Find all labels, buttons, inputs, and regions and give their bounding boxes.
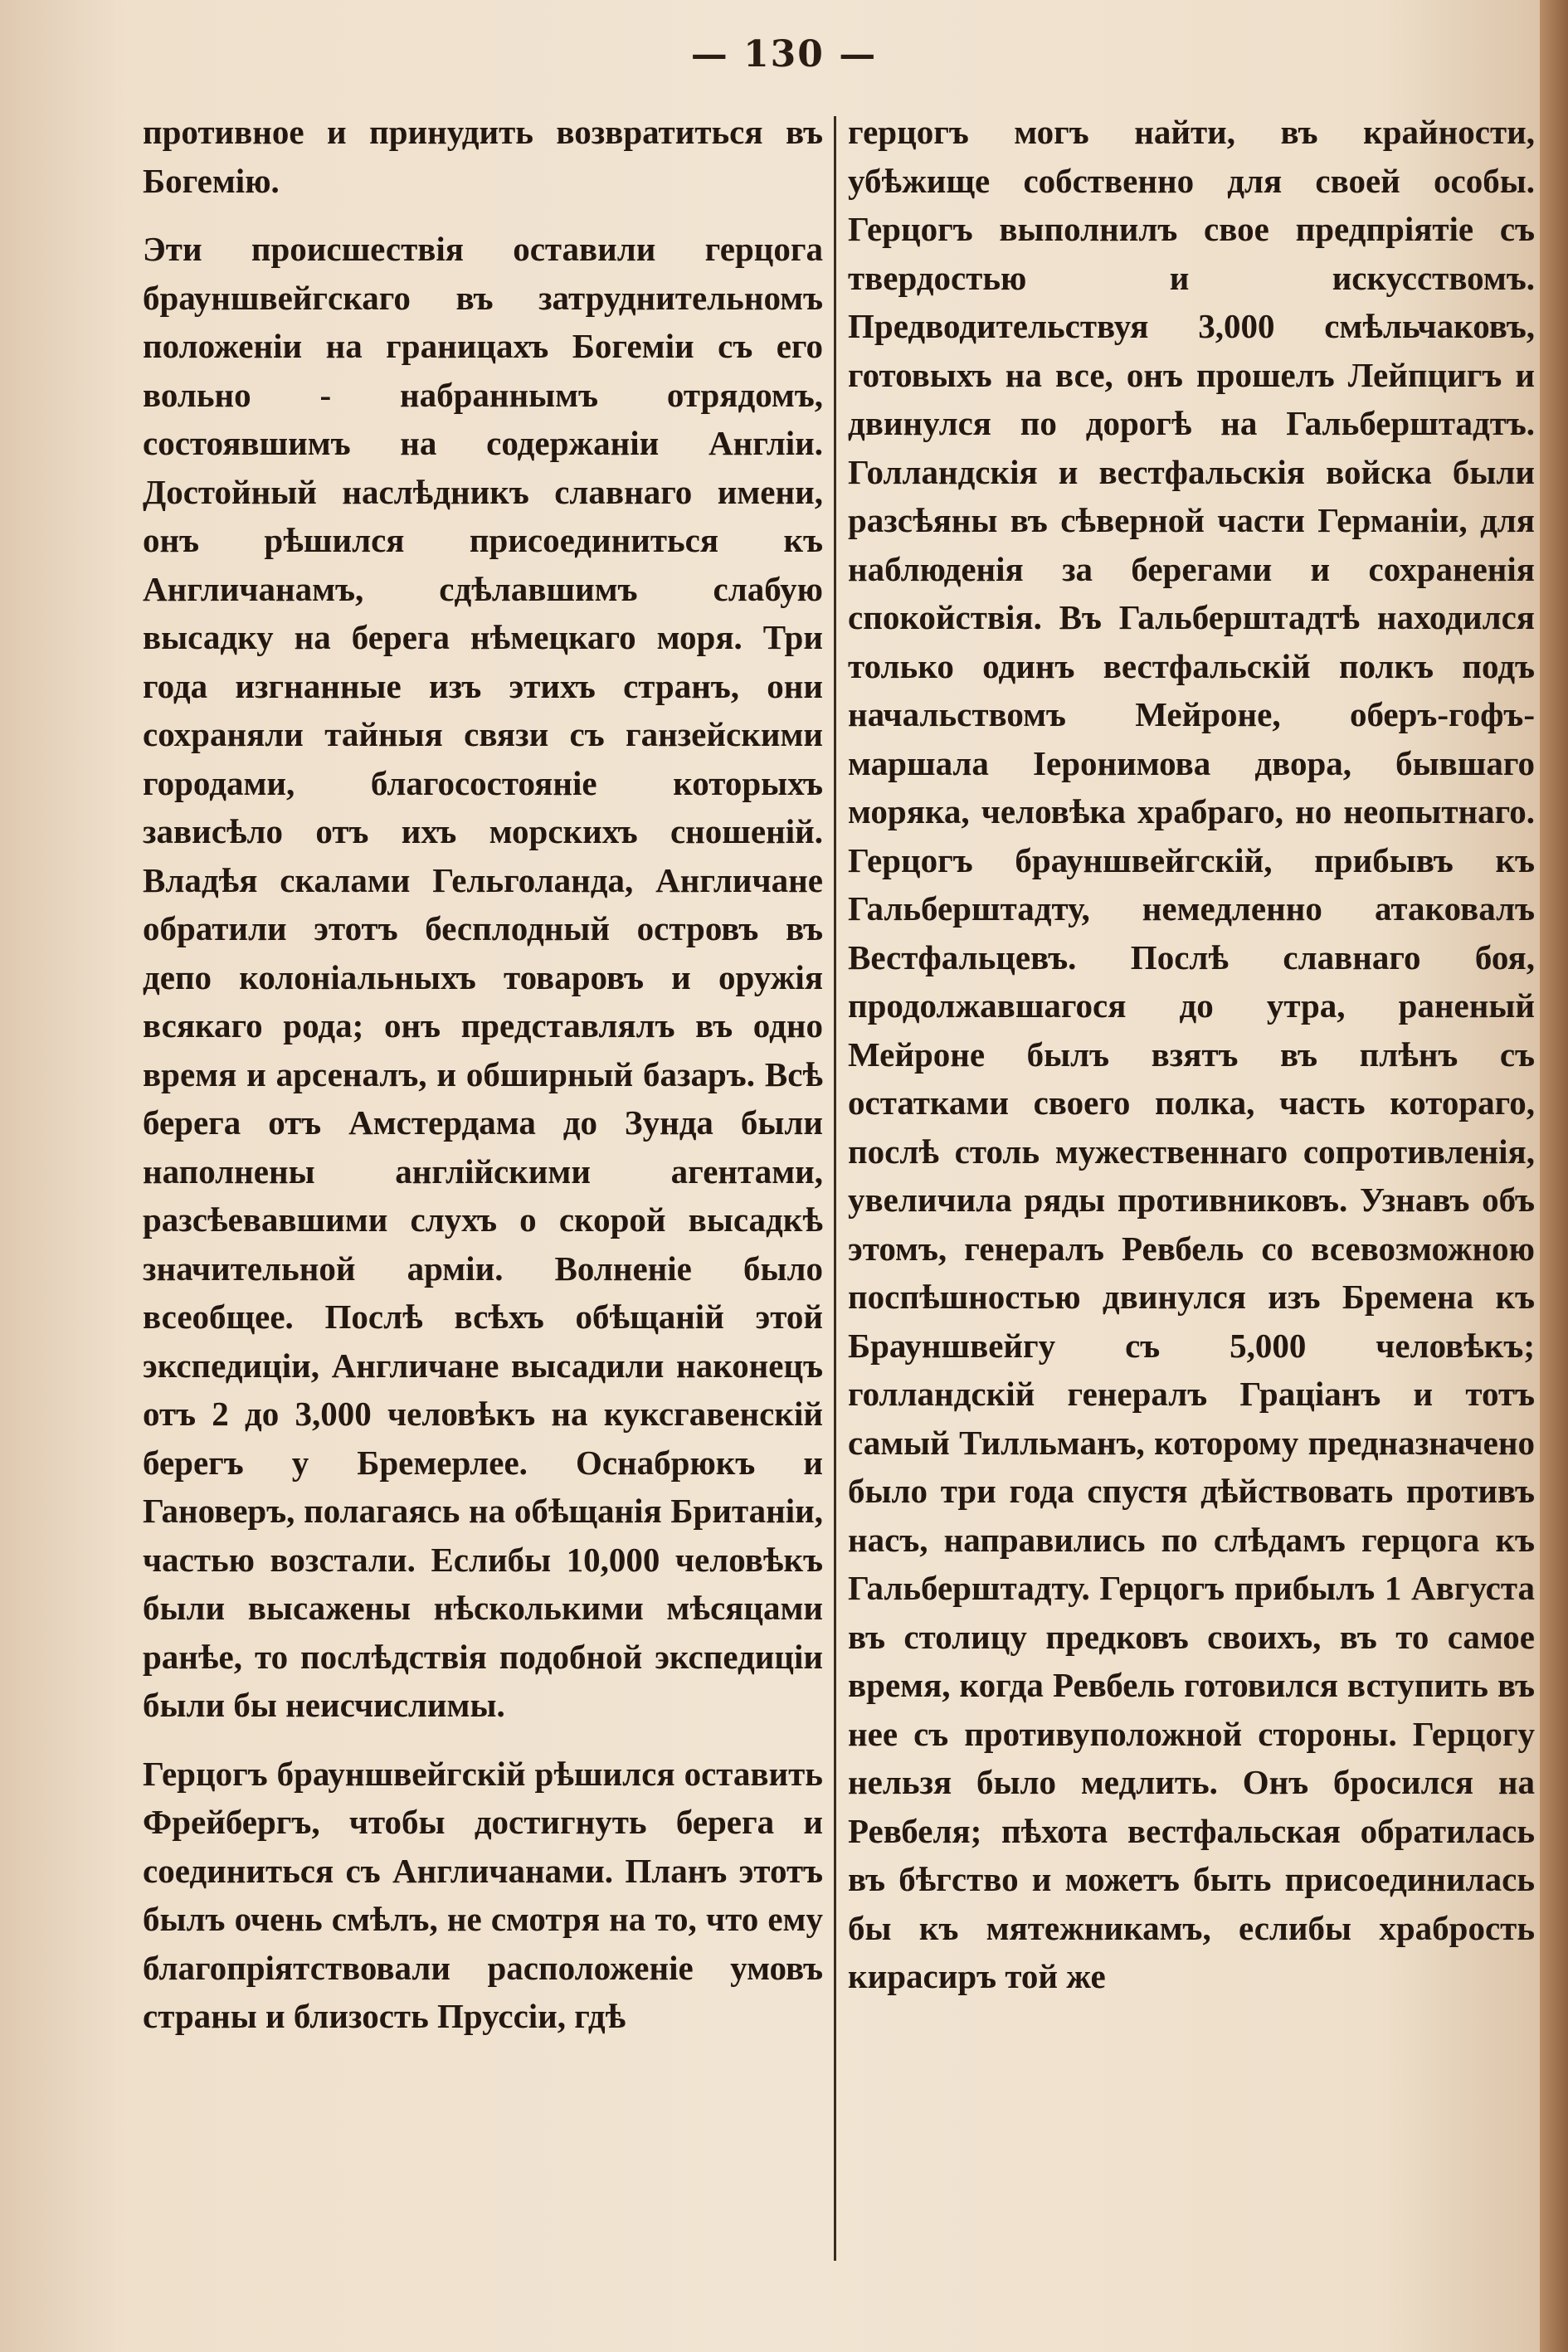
page-number: — 130 —	[690, 33, 878, 75]
page-edge	[1540, 0, 1568, 2352]
paragraph: противное и принудить возвратиться въ Богемію.	[143, 113, 823, 200]
paragraph: Эти происшествія оставили герцога брауншвейгскаго въ затруднительномъ положеніи на границахъ Богеміи съ его вольно - набраннымъ отрядомъ, состоявшимъ на содержаніи Англіи. Достойный наслѣдникъ славнаго имени, онъ рѣшился присоединиться къ Англичанамъ, сдѣлавшимъ слабую высадку на берега нѣмецкаго моря. Три года изгнанные изъ этихъ странъ, они сохраняли тайныя связи съ ганзейскими городами, благосостояніе которыхъ зависѣло отъ ихъ морскихъ сношеній. Владѣя скалами Гельголанда, Англичане обратили этотъ бесплодный островъ въ депо колоніальныхъ товаровъ и оружія всякаго рода; онъ представлялъ въ одно время и арсеналъ, и обширный базаръ. Всѣ берега отъ Амстердама до Зунда были наполнены англійскими агентами, разсѣевавшими слухъ о скорой высадкѣ значительной арміи. Волненіе было всеобщее. Послѣ всѣхъ обѣщаній этой экспедиціи, Англичане высадили наконецъ отъ 2 до 3,000 человѣкъ на куксгавенскій берегъ у Бремерлее. Оснабрюкъ и Гановеръ, полагаясь на обѣщанія Британіи, частью возстали. Еслибы 10,000 человѣкъ были высажены нѣсколькими мѣсяцами ранѣе, то послѣдствія подобной экспедиціи были бы неисчислимы.	[143, 230, 823, 1724]
paragraph: Герцогъ брауншвейгскій рѣшился оставить Фрейбергъ, чтобы достигнуть берега и соединиться съ Англичанами. Планъ этотъ былъ очень смѣлъ, не смотря на то, что ему благопріятствовали расположеніе умовъ страны и близость Пруссіи, гдѣ	[143, 1754, 823, 2035]
paragraph: герцогъ могъ найти, въ крайности, убѣжище собственно для своей особы. Герцогъ выполнилъ свое предпріятіе съ твердостью и искусствомъ. Предводительствуя 3,000 смѣльчаковъ, готовыхъ на все, онъ прошелъ Лейпцигъ и двинулся по дорогѣ на Гальберштадтъ. Голландскія и вестфальскія войска были разсѣяны въ сѣверной части Германіи, для наблюденія за берегами и сохраненія спокойствія. Въ Гальберштадтѣ находился только одинъ вестфальскій полкъ подъ начальствомъ Мейроне, оберъ-гофъ-маршала Іеронимова двора, бывшаго моряка, человѣка храбраго, но неопытнаго. Герцогъ брауншвейгскій, прибывъ къ Гальберштадту, немедленно атаковалъ Вестфальцевъ. Послѣ славнаго боя, продолжавшагося до утра, раненый Мейроне былъ взятъ въ плѣнъ съ остатками своего полка, часть котораго, послѣ столь мужественнаго сопротивленія, увеличила ряды противниковъ. Узнавъ объ этомъ, генералъ Ревбель со всевозможною поспѣшностью двинулся изъ Бремена къ Брауншвейгу съ 5,000 человѣкъ; голландскій генералъ Граціанъ и тотъ самый Тилльманъ, которому предназначено было три года спустя дѣйствовать противъ насъ, направились по слѣдамъ герцога къ Гальберштадту. Герцогъ прибылъ 1 Августа въ столицу предковъ своихъ, въ то самое время, когда Ревбель готовился вступить въ нее съ противуположной стороны. Герцогу нельзя было медлить. Онъ бросился на Ревбеля; пѣхота вестфальская обратилась въ бѣгство и можетъ быть присоединилась бы къ мятежникамъ, еслибы храбрость кирасиръ той же	[848, 113, 1535, 1995]
column-divider	[834, 116, 836, 2261]
right-column	[848, 108, 1535, 2001]
left-column	[143, 108, 823, 2041]
